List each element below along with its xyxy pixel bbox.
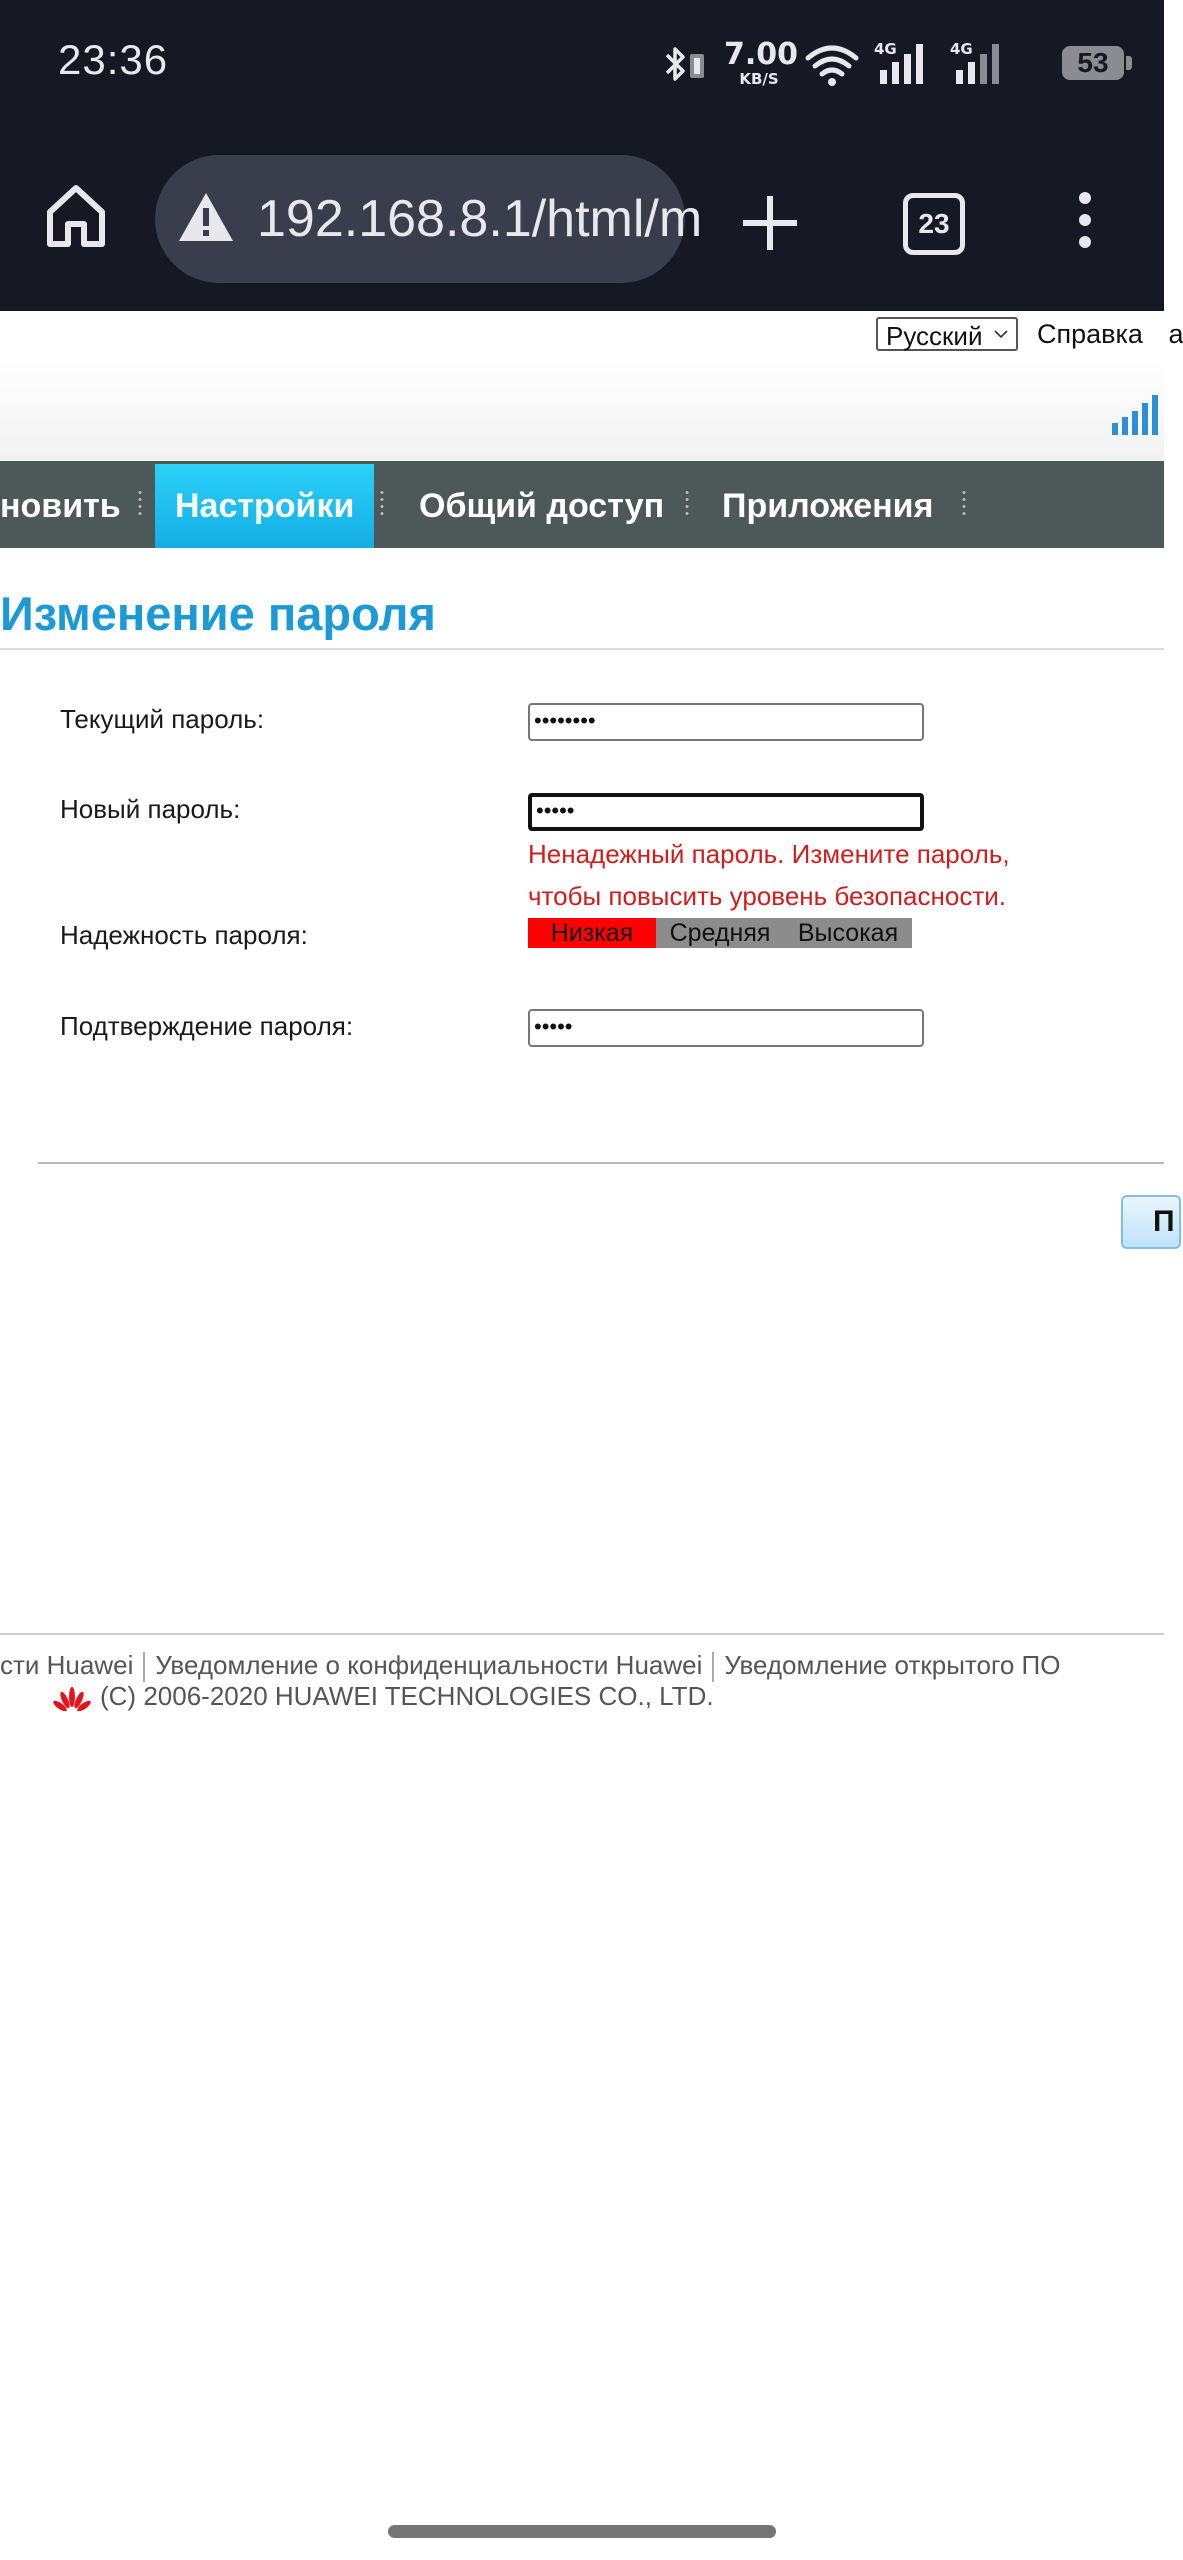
confirm-password-label: Подтверждение пароля: xyxy=(60,1011,354,1041)
help-link-label: Справка xyxy=(1037,319,1143,349)
current-password-field[interactable]: •••••••• xyxy=(528,703,924,741)
strength-high: Высокая xyxy=(784,918,912,948)
new-password-label: Новый пароль: xyxy=(60,794,241,824)
page-title: Изменение пароля xyxy=(0,587,436,640)
nav-separator xyxy=(685,489,689,519)
tab-switcher-icon[interactable]: 23 xyxy=(903,193,965,255)
apply-button[interactable]: П xyxy=(1121,1195,1181,1249)
net-speed-unit: KB/S xyxy=(739,70,779,88)
truncated-link[interactable]: а xyxy=(1168,319,1183,349)
current-password-label: Текущий пароль: xyxy=(60,704,265,734)
help-link[interactable] xyxy=(1037,319,1183,350)
new-password-field[interactable]: ••••• xyxy=(528,793,924,831)
gesture-navigation-bar[interactable] xyxy=(388,2525,776,2538)
main-nav xyxy=(0,461,1164,548)
top-links-bar xyxy=(0,311,1183,359)
nav-item-sharing[interactable]: Общий доступ xyxy=(419,487,665,525)
strength-low: Низкая xyxy=(528,918,656,948)
strength-medium: Средняя xyxy=(656,918,784,948)
network-type-2: 4G xyxy=(950,40,973,58)
language-select-value: Русский xyxy=(886,321,983,351)
battery-icon: 53 xyxy=(1062,46,1124,80)
huawei-logo-icon xyxy=(52,1686,92,1718)
password-strength-label: Надежность пароля: xyxy=(60,920,308,950)
nav-separator xyxy=(380,489,384,519)
footer-separator xyxy=(143,1652,145,1682)
password-warning-line-2: чтобы повысить уровень безопасности. xyxy=(528,881,1006,911)
home-icon[interactable] xyxy=(40,180,112,252)
vibrate-icon xyxy=(688,52,710,80)
nav-item-settings[interactable]: Настройки xyxy=(155,464,374,548)
chevron-down-icon xyxy=(994,327,1008,341)
url-text[interactable]: 192.168.8.1/html/m xyxy=(257,190,703,248)
not-secure-warning-icon[interactable] xyxy=(177,190,235,244)
title-divider xyxy=(0,648,1164,650)
signal-4g-icon xyxy=(950,40,1016,86)
wifi-icon xyxy=(804,42,860,88)
confirm-password-field[interactable]: ••••• xyxy=(528,1009,924,1047)
signal-4g-icon xyxy=(874,40,940,86)
net-speed-value: 7.00 xyxy=(724,37,799,72)
signal-strength-icon xyxy=(1110,389,1164,437)
status-time: 23:36 xyxy=(58,36,169,83)
network-type-1: 4G xyxy=(874,40,897,58)
browser-chrome xyxy=(0,0,1164,311)
bluetooth-icon xyxy=(664,44,688,84)
copyright-text: (C) 2006-2020 HUAWEI TECHNOLOGIES CO., LTD. xyxy=(100,1681,714,1711)
footer-divider xyxy=(0,1633,1164,1635)
overflow-menu-icon[interactable] xyxy=(1075,190,1095,250)
form-divider xyxy=(38,1162,1164,1164)
new-tab-plus-icon[interactable] xyxy=(735,188,805,258)
footer-link-terms[interactable]: сти Huawei xyxy=(0,1650,134,1680)
footer-separator xyxy=(712,1652,714,1682)
footer-link-privacy[interactable]: Уведомление о конфиденциальности Huawei xyxy=(155,1650,703,1680)
language-select[interactable] xyxy=(876,317,1018,351)
nav-separator xyxy=(962,489,966,519)
status-icons xyxy=(664,37,1164,90)
password-warning-line-1: Ненадежный пароль. Измените пароль, xyxy=(528,839,1010,869)
address-bar[interactable] xyxy=(155,155,703,283)
footer-link-open-source[interactable]: Уведомление открытого ПО xyxy=(724,1650,1061,1680)
nav-separator xyxy=(138,489,142,519)
battery-cap xyxy=(1126,56,1132,70)
nav-item-update[interactable]: новить xyxy=(0,487,121,525)
nav-item-applications[interactable]: Приложения xyxy=(722,487,934,525)
net-speed xyxy=(724,37,799,88)
header-band xyxy=(0,359,1164,461)
password-strength-meter xyxy=(528,918,912,948)
footer-links xyxy=(0,1650,1060,1684)
